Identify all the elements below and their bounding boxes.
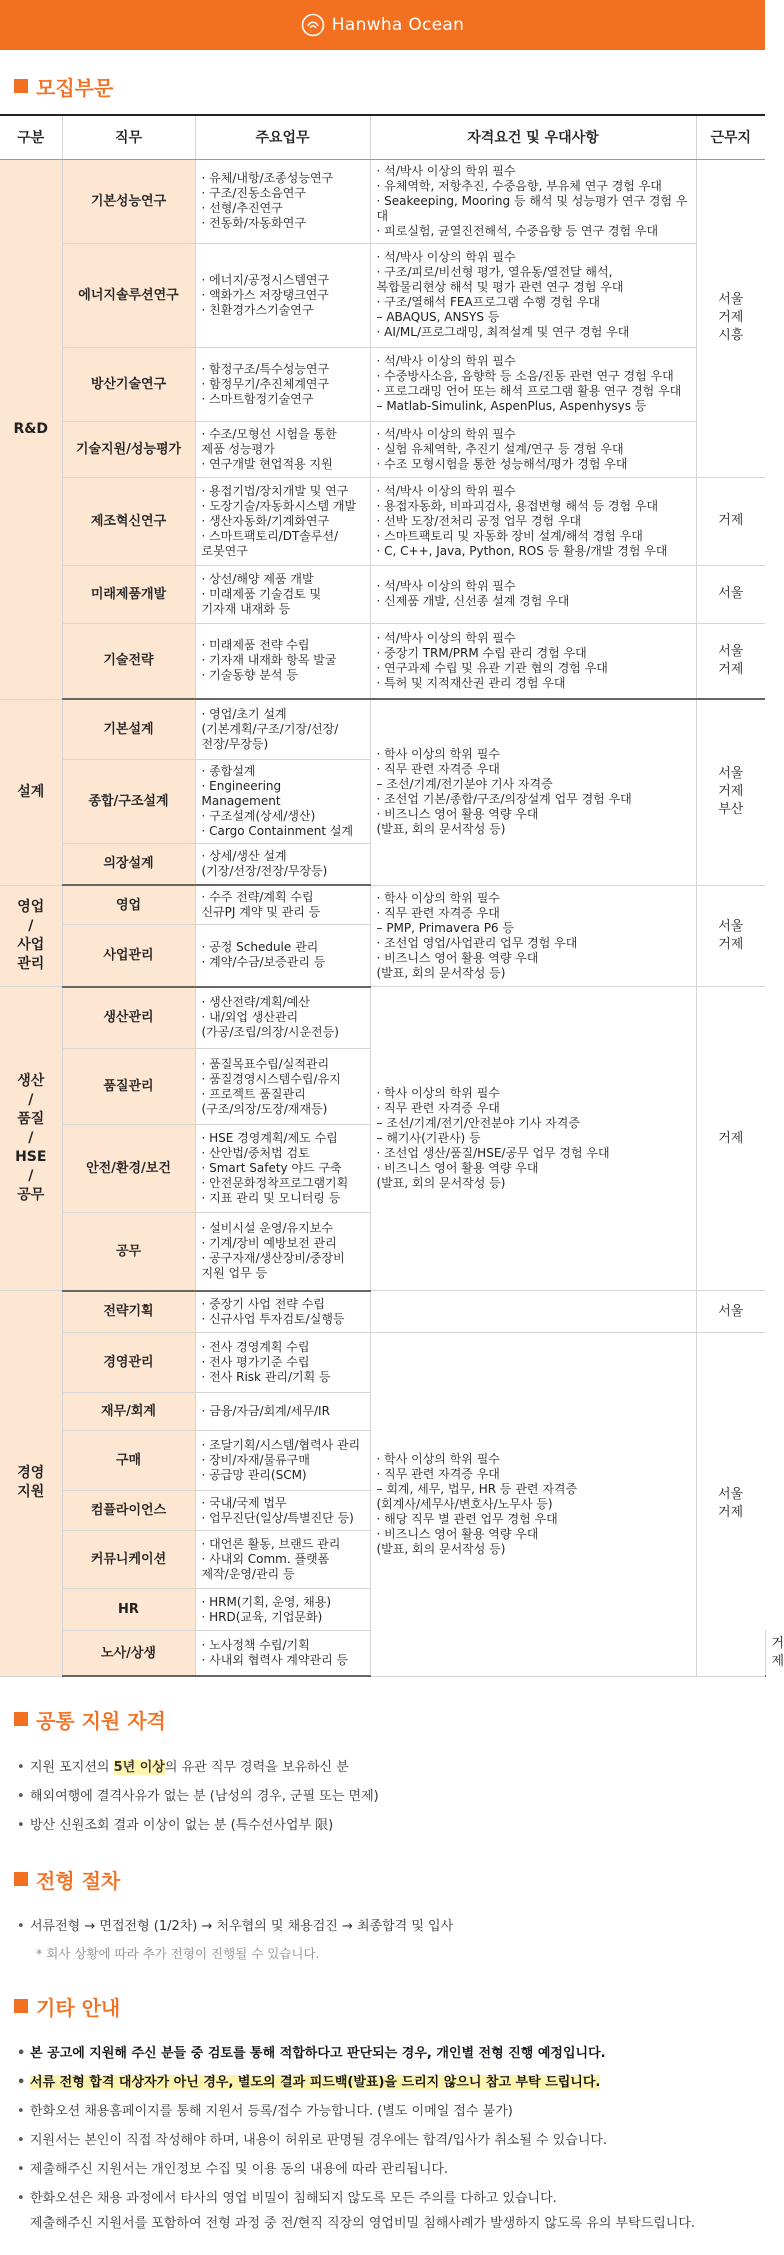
duties-cell: · HSE 경영계획/제도 수립 · 산안법/중처법 검토 · Smart Safety 야드 구축 · 안전문화정착프로그램기획 · 지표 관리 및 모니터링 등 <box>195 1125 370 1213</box>
role-cell: 기술지원/성능평가 <box>62 421 195 477</box>
role-cell: 생산관리 <box>62 987 195 1049</box>
common-requirements-list <box>0 1753 765 1840</box>
section-etc-heading: 기타 안내 <box>0 1973 765 2039</box>
list-item: • 지원 포지션의 5년 이상의 유관 직무 경력을 보유하신 분 <box>14 1753 751 1782</box>
section-recruit-heading: 모집부문 <box>0 58 765 114</box>
role-cell: 제조혁신연구 <box>62 477 195 565</box>
location-cell: 거제 <box>696 477 765 565</box>
recruit-table <box>0 114 784 1677</box>
group-rnd: R&D <box>0 159 62 699</box>
table-row <box>0 477 765 565</box>
role-cell: 사업관리 <box>62 925 195 987</box>
duties-cell: · 수주 전략/계획 수립 신규PJ 계약 및 관리 등 <box>195 885 370 925</box>
role-cell: 안전/환경/보건 <box>62 1125 195 1213</box>
location-cell: 거제 <box>696 987 765 1291</box>
reqs-cell: · 석/박사 이상의 학위 필수 · 실험 유체역학, 추진기 설계/연구 등 경험 우대 · 수조 모형시험을 통한 성능해석/평가 경험 우대 <box>370 421 696 477</box>
col-header-division: 구분 <box>0 115 62 159</box>
role-cell: 종합/구조설계 <box>62 759 195 843</box>
role-cell: 노사/상생 <box>62 1631 195 1677</box>
col-header-duties: 주요업무 <box>195 115 370 159</box>
col-header-role: 직무 <box>62 115 195 159</box>
duties-cell: · 함정구조/특수성능연구 · 함정무기/추진체계연구 · 스마트함정기술연구 <box>195 347 370 421</box>
duties-cell: · 상세/생산 설계 (기장/선장/전장/무장등) <box>195 843 370 885</box>
section-bullet-icon <box>14 79 28 93</box>
role-cell: 전략기획 <box>62 1291 195 1333</box>
role-cell: 기본성능연구 <box>62 159 195 243</box>
list-item: • 지원서는 본인이 직접 작성해야 하며, 내용이 허위로 판명될 경우에는 합격/입사가 취소될 수 있습니다. <box>14 2126 751 2155</box>
location-cell: 서울 거제 <box>696 885 765 987</box>
reqs-cell: · 석/박사 이상의 학위 필수 · 구조/피로/비선형 평가, 열유동/열전달 해석, 복합물리현상 해석 및 평가 관련 연구 경험 우대 · 구조/열해석 FEA프로그램 수행 경험 우대 – ABAQUS, ANSYS 등 · AI/ML/프로그래밍, 최적설계 및 연구 경험 우대 <box>370 243 696 347</box>
duties-cell: · 노사정책 수립/기획 · 사내외 협력사 계약관리 등 <box>195 1631 370 1677</box>
process-list <box>0 1912 765 1941</box>
role-cell: HR <box>62 1589 195 1631</box>
section-process-heading: 전형 절차 <box>0 1846 765 1912</box>
group-sales: 영업 / 사업 관리 <box>0 885 62 987</box>
duties-cell: · 국내/국제 법무 · 업무진단(일상/특별진단 등) <box>195 1491 370 1531</box>
duties-cell: · 조달기획/시스템/협력사 관리 · 장비/자재/물류구매 · 공급망 관리(SCM) <box>195 1431 370 1491</box>
role-cell: 에너지솔루션연구 <box>62 243 195 347</box>
role-cell: 공무 <box>62 1213 195 1291</box>
table-row <box>0 1333 765 1393</box>
section-bullet-icon <box>14 1999 28 2013</box>
location-cell: 서울 <box>696 1291 765 1333</box>
list-item: • 서류 전형 합격 대상자가 아닌 경우, 별도의 결과 피드백(발표)을 드리지 않으니 참고 부탁 드립니다. <box>14 2068 751 2097</box>
brand-banner <box>0 0 765 50</box>
table-row: 노사/상생 · 노사정책 수립/기획 · 사내외 협력사 계약관리 등 거제 <box>0 1631 765 1677</box>
duties-cell: · 공정 Schedule 관리 · 계약/수금/보증관리 등 <box>195 925 370 987</box>
duties-cell: · 영업/초기 설계 (기본계획/구조/기장/선장/ 전장/무장등) <box>195 699 370 759</box>
duties-cell: · 설비시설 운영/유지보수 · 기계/장비 예방보전 관리 · 공구자재/생산장비/중장비 지원 업무 등 <box>195 1213 370 1291</box>
list-item: • 방산 신원조회 결과 이상이 없는 분 (특수선사업부 限) <box>14 1811 751 1840</box>
role-cell: 커뮤니케이션 <box>62 1531 195 1589</box>
role-cell: 구매 <box>62 1431 195 1491</box>
section-common-heading: 공통 지원 자격 <box>0 1685 765 1753</box>
location-cell: 서울 거제 <box>696 1333 765 1677</box>
hanwha-logo-icon <box>301 13 325 37</box>
role-cell: 기본설계 <box>62 699 195 759</box>
list-item: • 해외여행에 결격사유가 없는 분 (남성의 경우, 군필 또는 면제) <box>14 1782 751 1811</box>
location-cell: 서울 거제 부산 <box>696 699 765 885</box>
role-cell: 컴플라이언스 <box>62 1491 195 1531</box>
role-cell: 방산기술연구 <box>62 347 195 421</box>
duties-cell: · 종합설계 · Engineering Management · 구조설계(상세/생산) · Cargo Containment 설계 <box>195 759 370 843</box>
table-row <box>0 987 765 1049</box>
table-row <box>0 1291 765 1333</box>
table-row <box>0 159 765 243</box>
list-item-subline: 제출해주신 지원서를 포함하여 전형 과정 중 전/현직 직장의 영업비밀 침해사례가 발생하지 않도록 유의 부탁드립니다. <box>30 2216 696 2231</box>
reqs-cell: · 석/박사 이상의 학위 필수 · 수중방사소음, 음향학 등 소음/진동 관련 연구 경험 우대 · 프로그래밍 언어 또는 해석 프로그램 활용 연구 경험 우대 – Matlab-Simulink, AspenPlus, Aspenhysys 등 <box>370 347 696 421</box>
list-item: • 한화오션 채용홈페이지를 통해 지원서 등록/접수 가능합니다. (별도 이메일 접수 불가) <box>14 2097 751 2126</box>
group-design: 설계 <box>0 699 62 885</box>
col-header-requirements: 자격요건 및 우대사항 <box>370 115 696 159</box>
section-bullet-icon <box>14 1712 28 1726</box>
table-row <box>0 699 765 759</box>
location-cell: 서울 <box>696 565 765 623</box>
reqs-cell: · 학사 이상의 학위 필수 · 직무 관련 자격증 우대 – 회계, 세무, 법무, HR 등 관련 자격증 (회계사/세무사/변호사/노무사 등) · 해당 직무 별 관련 업무 경험 우대 · 비즈니스 영어 활용 역량 우대 (발표, 회의 문서작성 등) <box>370 1333 696 1677</box>
duties-cell: · 대언론 활동, 브랜드 관리 · 사내외 Comm. 플랫폼 제작/운영/관리 등 <box>195 1531 370 1589</box>
list-item: • 제출해주신 지원서는 개인정보 수집 및 이용 동의 내용에 따라 관리됩니다. <box>14 2155 751 2184</box>
location-cell: 서울 거제 <box>696 623 765 699</box>
list-item: • 본 공고에 지원해 주신 분들 중 검토를 통해 적합하다고 판단되는 경우, 개인별 전형 진행 예정입니다. <box>14 2039 751 2068</box>
etc-list <box>0 2039 765 2235</box>
location-cell: 서울 거제 시흥 <box>696 159 765 477</box>
group-management: 경영 지원 <box>0 1291 62 1677</box>
role-cell: 영업 <box>62 885 195 925</box>
reqs-cell: · 학사 이상의 학위 필수 · 직무 관련 자격증 우대 – 조선/기계/전기분야 기사 자격증 · 조선업 기본/종합/구조/의장설계 업무 경험 우대 · 비즈니스 영어 활용 역량 우대 (발표, 회의 문서작성 등) <box>370 699 696 885</box>
group-production: 생산 / 품질 / HSE / 공무 <box>0 987 62 1291</box>
reqs-cell: · 학사 이상의 학위 필수 · 직무 관련 자격증 우대 – 조선/기계/전기/안전분야 기사 자격증 – 해기사(기관사) 등 · 조선업 생산/품질/HSE/공무 업무 경험 우대 · 비즈니스 영어 활용 역량 우대 (발표, 회의 문서작성 등) <box>370 987 696 1291</box>
reqs-cell: · 석/박사 이상의 학위 필수 · 용접자동화, 비파괴검사, 용접변형 해석 등 경험 우대 · 선박 도장/전처리 공정 업무 경험 우대 · 스마트팩토리 및 자동화 장비 설계/해석 경험 우대 · C, C++, Java, Python, ROS 등 활용/개발 경험 우대 <box>370 477 696 565</box>
table-row <box>0 623 765 699</box>
table-row <box>0 565 765 623</box>
section-bullet-icon <box>14 1872 28 1886</box>
duties-cell: · 에너지/공정시스템연구 · 액화가스 저장탱크연구 · 친환경가스기술연구 <box>195 243 370 347</box>
reqs-empty-cell <box>370 1291 696 1333</box>
reqs-cell: · 석/박사 이상의 학위 필수 · 유체역학, 저항추진, 수중음향, 부유체 연구 경험 우대 · Seakeeping, Mooring 등 해석 및 성능평가 연구 경험 우대 · 피로실험, 균열진전해석, 수중음향 등 연구 경험 우대 <box>370 159 696 243</box>
role-cell: 기술전략 <box>62 623 195 699</box>
duties-cell: · 용접기법/장치개발 및 연구 · 도장기술/자동화시스템 개발 · 생산자동화/기계화연구 · 스마트팩토리/DT솔루션/ 로봇연구 <box>195 477 370 565</box>
list-item: • 한화오션은 채용 과정에서 타사의 영업 비밀이 침해되지 않도록 모든 주의를 다하고 있습니다. 제출해주신 지원서를 포함하여 전형 과정 중 전/현직 직장의 영업비밀 침해사례가 발생하지 않도록 유의 부탁드립니다. <box>14 2184 751 2235</box>
highlight-text: 5년 이상 <box>113 1760 165 1775</box>
brand-name: Hanwha Ocean <box>331 15 465 35</box>
duties-cell: · 금융/자금/회계/세무/IR <box>195 1393 370 1431</box>
reqs-cell: · 석/박사 이상의 학위 필수 · 신제품 개발, 신선종 설계 경험 우대 <box>370 565 696 623</box>
table-header-row <box>0 115 765 159</box>
duties-cell: · 미래제품 전략 수립 · 기자재 내재화 항목 발굴 · 기술동향 분석 등 <box>195 623 370 699</box>
role-cell: 재무/회계 <box>62 1393 195 1431</box>
table-row <box>0 347 765 421</box>
duties-cell: · 전사 경영계획 수립 · 전사 평가기준 수립 · 전사 Risk 관리/기획 등 <box>195 1333 370 1393</box>
role-cell: 미래제품개발 <box>62 565 195 623</box>
duties-cell: · HRM(기획, 운영, 채용) · HRD(교육, 기업문화) <box>195 1589 370 1631</box>
duties-cell: · 생산전략/계획/예산 · 내/외업 생산관리 (가공/조립/의장/시운전등) <box>195 987 370 1049</box>
col-header-location: 근무지 <box>696 115 765 159</box>
role-cell: 경영관리 <box>62 1333 195 1393</box>
reqs-cell: · 학사 이상의 학위 필수 · 직무 관련 자격증 우대 – PMP, Primavera P6 등 · 조선업 영업/사업관리 업무 경험 우대 · 비즈니스 영어 활용 역량 우대 (발표, 회의 문서작성 등) <box>370 885 696 987</box>
process-steps: • 서류전형 → 면접전형 (1/2차) → 처우협의 및 채용검진 → 최종합격 및 입사 <box>14 1912 751 1941</box>
table-row <box>0 243 765 347</box>
role-cell: 품질관리 <box>62 1049 195 1125</box>
duties-cell: · 상선/해양 제품 개발 · 미래제품 기술검토 및 기자재 내재화 등 <box>195 565 370 623</box>
duties-cell: · 수조/모형선 시험을 통한 제품 성능평가 · 연구개발 현업적용 지원 <box>195 421 370 477</box>
duties-cell: · 중장기 사업 전략 수립 · 신규사업 투자검토/실행등 <box>195 1291 370 1333</box>
reqs-cell: · 석/박사 이상의 학위 필수 · 중장기 TRM/PRM 수립 관리 경험 우대 · 연구과제 수립 및 유관 기관 협의 경험 우대 · 특허 및 지적재산권 관리 경험 우대 <box>370 623 696 699</box>
table-row <box>0 421 765 477</box>
process-note: * 회사 상황에 따라 추가 전형이 진행될 수 있습니다. <box>36 1946 320 1961</box>
duties-cell: · 유체/내항/조종성능연구 · 구조/진동소음연구 · 선형/추진연구 · 전동화/자동화연구 <box>195 159 370 243</box>
role-cell: 의장설계 <box>62 843 195 885</box>
table-row <box>0 885 765 925</box>
duties-cell: · 품질목표수립/실적관리 · 품질경영시스템수립/유지 · 프로젝트 품질관리 (구조/의장/도장/재재등) <box>195 1049 370 1125</box>
